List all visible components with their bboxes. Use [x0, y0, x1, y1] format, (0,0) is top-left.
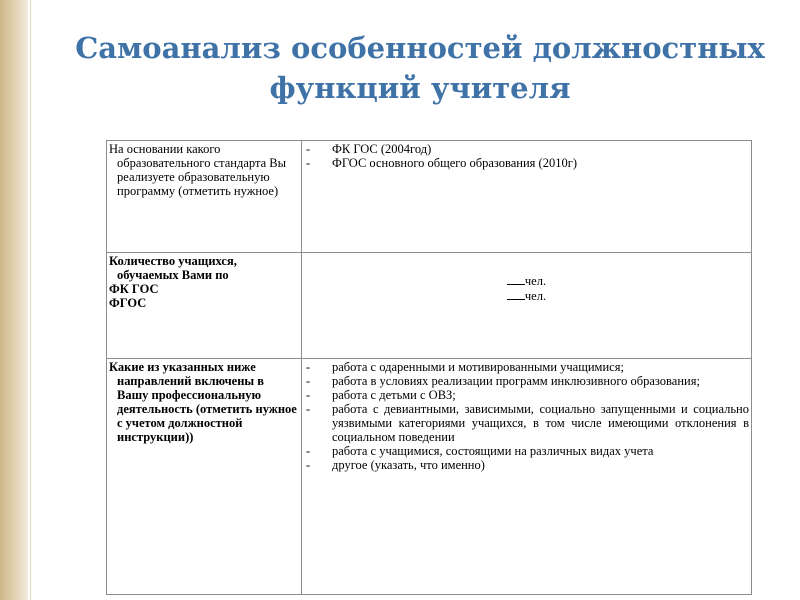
decorative-side-line [30, 0, 31, 600]
table-row-student-count [107, 253, 752, 359]
direction-option-ovz[interactable]: - работа с детьми с ОВЗ; [306, 388, 749, 402]
label-fgos: ФГОС [109, 296, 147, 310]
student-count-fields [302, 253, 751, 303]
page-title-line-1: Самоанализ особенностей должностных [75, 31, 765, 65]
question-rest: обучаемых Вами по [117, 268, 229, 282]
count-fgos-blank[interactable] [507, 288, 525, 300]
question-rest: направлений включены в Вашу профессиональную деятельность (отметить нужное с учетом должностной инструкции)) [117, 374, 297, 444]
table-row-standard [107, 141, 752, 253]
direction-option-deviant[interactable]: - работа с девиантными, зависимыми, социально запущенными и социально уязвимыми категориями учащихся, в том числе имеющими отклонения в социальном поведении [306, 402, 749, 444]
self-analysis-table [106, 140, 752, 595]
count-fgos-unit: чел. [524, 289, 547, 303]
count-fk-gos-field[interactable] [302, 273, 751, 288]
label-fk-gos: ФК ГОС [109, 282, 159, 296]
page-title [60, 28, 780, 108]
question-first-line: Какие из указанных ниже [109, 360, 256, 374]
count-fk-gos-blank[interactable] [507, 273, 525, 285]
direction-option-inclusive[interactable]: - работа в условиях реализации программ инклюзивного образования; [306, 374, 749, 388]
count-cell [302, 253, 752, 359]
decorative-side-band [0, 0, 28, 600]
count-fgos-field[interactable] [302, 288, 751, 303]
standard-option-fk-gos[interactable]: - ФК ГОС (2004год) [306, 142, 749, 156]
count-fk-gos-unit: чел. [524, 274, 547, 288]
question-text [107, 359, 301, 444]
page-title-line-2: функций учителя [269, 71, 571, 105]
question-cell-student-count [107, 253, 302, 359]
standard-options-list [302, 141, 751, 170]
question-cell-standard [107, 141, 302, 253]
table-row-directions [107, 359, 752, 595]
options-cell-standard [302, 141, 752, 253]
direction-option-other[interactable]: - другое (указать, что именно) [306, 458, 749, 472]
direction-option-registered[interactable]: - работа с учащимися, состоящими на различных видах учета [306, 444, 749, 458]
question-first-line: На основании какого [109, 142, 221, 156]
directions-options-list [302, 359, 751, 472]
standard-option-fgos[interactable]: - ФГОС основного общего образования (2010г) [306, 156, 749, 170]
question-text [107, 253, 301, 310]
direction-option-gifted[interactable]: - работа с одаренными и мотивированными учащимися; [306, 360, 749, 374]
question-text [107, 141, 301, 198]
question-first-line: Количество учащихся, [109, 254, 237, 268]
question-rest: образовательного стандарта Вы реализуете образовательную программу (отметить нужное) [117, 156, 286, 198]
options-cell-directions [302, 359, 752, 595]
question-cell-directions [107, 359, 302, 595]
